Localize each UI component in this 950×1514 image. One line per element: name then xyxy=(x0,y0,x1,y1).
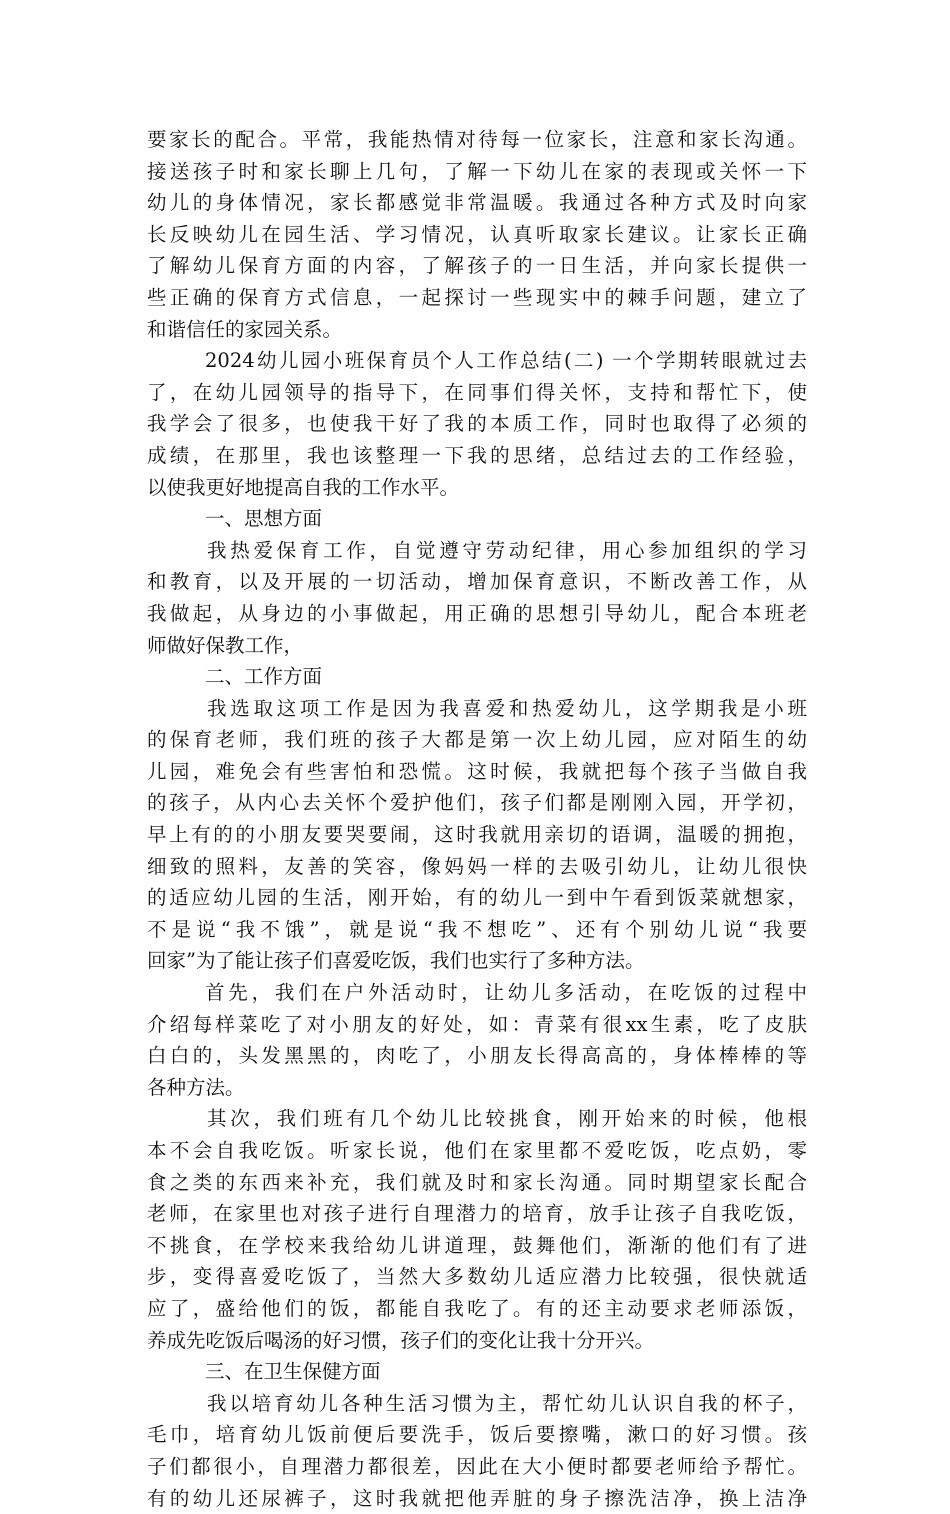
text-line: 接送孩子时和家长聊上几句，了解一下幼儿在家的表现或关怀一下 xyxy=(147,159,807,183)
text-line: 食之类的东西来补充，我们就及时和家长沟通。同时期望家长配合 xyxy=(147,1170,807,1194)
text-line: 了，在幼儿园领导的指导下，在同事们得关怀，支持和帮忙下，使 xyxy=(147,380,807,404)
text-line: 我热爱保育工作，自觉遵守劳动纪律，用心参加组织的学习 xyxy=(207,538,807,562)
text-line: 一、思想方面 xyxy=(205,507,323,531)
text-line: 步，变得喜爱吃饭了，当然大多数幼儿适应潜力比较强，很快就适 xyxy=(147,1265,807,1289)
text-line: 养成先吃饭后喝汤的好习惯，孩子们的变化让我十分开兴。 xyxy=(147,1328,655,1352)
text-line: 成绩，在那里，我也该整理一下我的思绪，总结过去的工作经验， xyxy=(147,443,807,467)
text-line: 其次，我们班有几个幼儿比较挑食，刚开始来的时候，他根 xyxy=(207,1107,807,1131)
text-line: 三、在卫生保健方面 xyxy=(205,1360,381,1384)
text-line: 以使我更好地提高自我的工作水平。 xyxy=(147,475,460,499)
text-line: 儿园，难免会有些害怕和恐慌。这时候，我就把每个孩子当做自我 xyxy=(147,759,807,783)
document-body xyxy=(147,124,807,1514)
text-line: 的孩子，从内心去关怀个爱护他们，孩子们都是刚刚入园，开学初， xyxy=(147,791,807,815)
text-line: 早上有的的小朋友要哭要闹，这时我就用亲切的语调，温暖的拥抱， xyxy=(147,823,807,847)
text-line: 了解幼儿保育方面的内容，了解孩子的一日生活，并向家长提供一 xyxy=(147,254,807,278)
text-line: 的保育老师，我们班的孩子大都是第一次上幼儿园，应对陌生的幼 xyxy=(147,728,807,752)
text-line: 要家长的配合。平常，我能热情对待每一位家长，注意和家长沟通。 xyxy=(147,128,807,151)
text-line: 我做起，从身边的小事做起，用正确的思想引导幼儿，配合本班老 xyxy=(147,601,807,625)
text-line: 子们都很小，自理潜力都很差，因此在大小便时都要老师给予帮忙。 xyxy=(147,1454,807,1478)
text-line: 2024幼儿园小班保育员个人工作总结(二) 一个学期转眼就过去 xyxy=(205,349,807,373)
text-line: 老师，在家里也对孩子进行自理潜力的培育，放手让孩子自我吃饭， xyxy=(147,1202,807,1226)
text-line: 细致的照料，友善的笑容，像妈妈一样的去吸引幼儿，让幼儿很快 xyxy=(147,854,807,878)
text-line: 我学会了很多，也使我干好了我的本质工作，同时也取得了必须的 xyxy=(147,412,807,436)
text-line: 有的幼儿还尿裤子，这时我就把他弄脏的身子擦洗洁净，换上洁净 xyxy=(147,1486,807,1510)
text-line: 的适应幼儿园的生活，刚开始，有的幼儿一到中午看到饭菜就想家， xyxy=(147,886,807,910)
text-line: 和谐信任的家园关系。 xyxy=(147,317,343,341)
text-line: 些正确的保育方式信息，一起探讨一些现实中的棘手问题，建立了 xyxy=(147,285,807,309)
text-line: 我以培育幼儿各种生活习惯为主，帮忙幼儿认识自我的杯子， xyxy=(207,1391,807,1415)
text-line: 白白的，头发黑黑的，肉吃了，小朋友长得高高的，身体棒棒的等 xyxy=(147,1044,807,1068)
text-line: 长反映幼儿在园生活、学习情况，认真听取家长建议。让家长正确 xyxy=(147,222,807,246)
text-line: 各种方法。 xyxy=(147,1075,245,1099)
text-line: 首先，我们在户外活动时，让幼儿多活动，在吃饭的过程中 xyxy=(205,981,807,1005)
text-line: 我选取这项工作是因为我喜爱和热爱幼儿，这学期我是小班 xyxy=(207,696,807,720)
text-line: 二、工作方面 xyxy=(205,665,323,689)
text-line: 不挑食，在学校来我给幼儿讲道理，鼓舞他们，渐渐的他们有了进 xyxy=(147,1233,807,1257)
text-line: 回家”为了能让孩子们喜爱吃饭，我们也实行了多种方法。 xyxy=(147,949,645,973)
text-line: 师做好保教工作， xyxy=(147,633,304,657)
text-line: 毛巾，培育幼儿饭前便后要洗手，饭后要擦嘴，漱口的好习惯。孩 xyxy=(147,1423,807,1447)
text-line: 介绍每样菜吃了对小朋友的好处，如：青菜有很xx生素，吃了皮肤 xyxy=(147,1012,807,1036)
text-line: 幼儿的身体情况，家长都感觉非常温暖。我通过各种方式及时向家 xyxy=(147,191,807,215)
text-line: 不是说“我不饿”，就是说“我不想吃”、还有个别幼儿说“我要 xyxy=(147,917,807,941)
text-line: 应了，盛给他们的饭，都能自我吃了。有的还主动要求老师添饭， xyxy=(147,1296,807,1320)
text-line: 本不会自我吃饭。听家长说，他们在家里都不爱吃饭，吃点奶，零 xyxy=(147,1139,807,1162)
text-line: 和教育，以及开展的一切活动，增加保育意识，不断改善工作，从 xyxy=(147,570,807,594)
